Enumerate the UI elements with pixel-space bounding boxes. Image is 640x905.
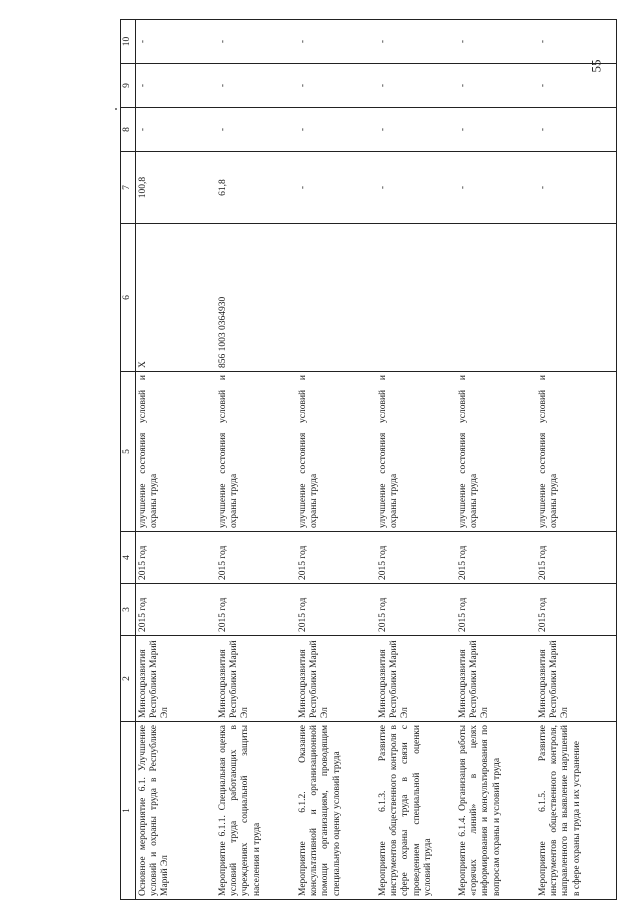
budget-code-cell bbox=[536, 224, 617, 372]
value-cell: - bbox=[296, 108, 376, 152]
table-row bbox=[456, 20, 536, 900]
result-cell: улучшение состояния условий и охраны труда bbox=[536, 372, 617, 532]
executor-cell: Минсоцразвития Республики Марий Эл bbox=[296, 636, 376, 722]
value-cell: - bbox=[456, 20, 536, 64]
table-row bbox=[216, 20, 296, 900]
budget-code-cell: 856 1003 0364930 bbox=[216, 224, 296, 372]
end-year-cell: 2015 год bbox=[536, 532, 617, 584]
table-row bbox=[376, 20, 456, 900]
start-year-cell: 2015 год bbox=[136, 584, 217, 636]
value-cell: - bbox=[456, 64, 536, 108]
column-number: 3 bbox=[121, 584, 136, 636]
table-row bbox=[296, 20, 376, 900]
value-cell: - bbox=[216, 64, 296, 108]
column-number: 6 bbox=[121, 224, 136, 372]
start-year-cell: 2015 год bbox=[536, 584, 617, 636]
event-cell: Мероприятие 6.1.4. Организация работы «горячих линий» в целях информирования и консультирования по вопросам охраны и условий труда bbox=[456, 722, 536, 900]
amount-cell: 61,8 bbox=[216, 152, 296, 224]
amount-cell: - bbox=[296, 152, 376, 224]
executor-cell: Минсоцразвития Республики Марий Эл bbox=[136, 636, 217, 722]
end-year-cell: 2015 год bbox=[296, 532, 376, 584]
column-number: 4 bbox=[121, 532, 136, 584]
value-cell: - bbox=[296, 20, 376, 64]
column-number: 7 bbox=[121, 152, 136, 224]
amount-cell: - bbox=[536, 152, 617, 224]
result-cell: улучшение состояния условий и охраны труда bbox=[136, 372, 217, 532]
budget-code-cell bbox=[456, 224, 536, 372]
result-cell: улучшение состояния условий и охраны труда bbox=[456, 372, 536, 532]
column-number: 8 bbox=[121, 108, 136, 152]
event-cell: Мероприятие 6.1.5. Развитие инструментов общественного контроля, направленного на выявление нарушений в сфере охраны труда и их устранение bbox=[536, 722, 617, 900]
column-number: 1 bbox=[121, 722, 136, 900]
value-cell: - bbox=[376, 64, 456, 108]
end-year-cell: 2015 год bbox=[456, 532, 536, 584]
table-row bbox=[536, 20, 617, 900]
value-cell: - bbox=[536, 64, 617, 108]
executor-cell: Минсоцразвития Республики Марий Эл bbox=[376, 636, 456, 722]
scan-speck bbox=[115, 108, 117, 110]
value-cell: - bbox=[536, 20, 617, 64]
value-cell: - bbox=[376, 108, 456, 152]
event-cell: Мероприятие 6.1.1. Специальная оценка условий труда работающих в учреждениях социальной защиты населения и труда bbox=[216, 722, 296, 900]
column-number: 2 bbox=[121, 636, 136, 722]
result-cell: улучшение состояния условий и охраны труда bbox=[296, 372, 376, 532]
executor-cell: Минсоцразвития Республики Марий Эл bbox=[456, 636, 536, 722]
value-cell: - bbox=[456, 108, 536, 152]
budget-code-cell: X bbox=[136, 224, 217, 372]
event-cell: Мероприятие 6.1.3. Развитие инструментов общественного контроля в сфере охраны труда в связи с проведением специальной оценки условий труда bbox=[376, 722, 456, 900]
executor-cell: Минсоцразвития Республики Марий Эл bbox=[216, 636, 296, 722]
value-cell: - bbox=[136, 20, 217, 64]
result-cell: улучшение состояния условий и охраны труда bbox=[376, 372, 456, 532]
program-table-rotated bbox=[120, 20, 588, 900]
value-cell: - bbox=[136, 64, 217, 108]
event-cell: Мероприятие 6.1.2. Оказание консультативной и организационной помощи организациям, проводящим специальную оценку условий труда bbox=[296, 722, 376, 900]
column-number: 5 bbox=[121, 372, 136, 532]
budget-code-cell bbox=[376, 224, 456, 372]
column-number: 10 bbox=[121, 20, 136, 64]
end-year-cell: 2015 год bbox=[216, 532, 296, 584]
budget-code-cell bbox=[296, 224, 376, 372]
value-cell: - bbox=[216, 108, 296, 152]
amount-cell: - bbox=[456, 152, 536, 224]
amount-cell: 100,8 bbox=[136, 152, 217, 224]
column-number-row bbox=[121, 20, 136, 900]
column-number: 9 bbox=[121, 64, 136, 108]
start-year-cell: 2015 год bbox=[296, 584, 376, 636]
end-year-cell: 2015 год bbox=[376, 532, 456, 584]
value-cell: - bbox=[536, 108, 617, 152]
start-year-cell: 2015 год bbox=[376, 584, 456, 636]
executor-cell: Минсоцразвития Республики Марий Эл bbox=[536, 636, 617, 722]
result-cell: улучшение состояния условий и охраны труда bbox=[216, 372, 296, 532]
value-cell: - bbox=[376, 20, 456, 64]
end-year-cell: 2015 год bbox=[136, 532, 217, 584]
value-cell: - bbox=[136, 108, 217, 152]
value-cell: - bbox=[296, 64, 376, 108]
start-year-cell: 2015 год bbox=[216, 584, 296, 636]
event-cell: Основное мероприятие 6.1. Улучшение условий и охраны труда в Республике Марий Эл bbox=[136, 722, 217, 900]
program-table bbox=[120, 19, 617, 900]
table-row bbox=[136, 20, 217, 900]
page-number: 55 bbox=[588, 59, 604, 73]
start-year-cell: 2015 год bbox=[456, 584, 536, 636]
value-cell: - bbox=[216, 20, 296, 64]
amount-cell: - bbox=[376, 152, 456, 224]
